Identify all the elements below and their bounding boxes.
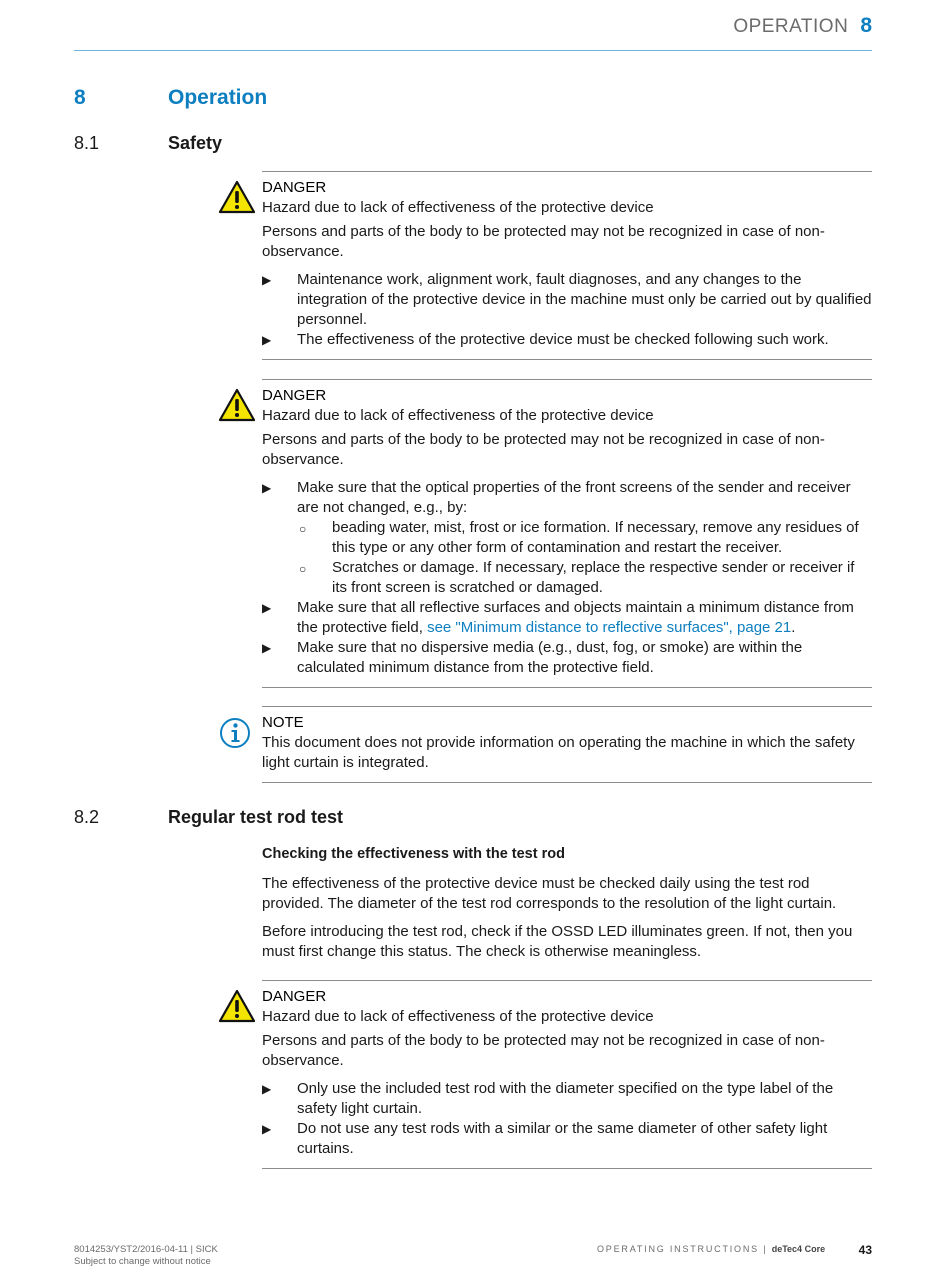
instruction-list xyxy=(262,1079,872,1159)
warning-triangle-icon xyxy=(218,989,256,1023)
sub-list-item xyxy=(297,518,872,558)
arrow-bullet-icon: ▶ xyxy=(262,481,272,495)
product-name: deTec4 Core xyxy=(771,1244,826,1254)
document-id: 8014253/YST2/2016-04-11 | SICK xyxy=(74,1244,218,1255)
danger-box xyxy=(262,379,872,688)
list-item xyxy=(262,270,872,330)
list-item xyxy=(262,598,872,638)
header-label: OPERATION xyxy=(733,16,849,37)
arrow-bullet-icon: ▶ xyxy=(262,273,272,287)
danger-box xyxy=(262,980,872,1169)
note-text: This document does not provide information on operating the machine in which the safety light curtain is integrated. xyxy=(262,734,855,771)
list-item xyxy=(262,638,872,678)
instruction-list xyxy=(262,270,872,350)
sub-list-item-text: beading water, mist, frost or ice formation. If necessary, remove any residues of this type or any other form of contamination and restart the receiver. xyxy=(332,519,859,556)
danger-box xyxy=(262,171,872,360)
arrow-bullet-icon: ▶ xyxy=(262,1082,272,1096)
list-item-text: Make sure that the optical properties of the front screens of the sender and receiver are not changed, e.g., by: xyxy=(297,479,851,516)
list-item-text: Do not use any test rods with a similar or the same diameter of other safety light curtains. xyxy=(297,1120,828,1157)
danger-text: Persons and parts of the body to be protected may not be recognized in case of non-observance. xyxy=(262,1032,825,1069)
change-notice: Subject to change without notice xyxy=(74,1256,211,1267)
list-item-text: Maintenance work, alignment work, fault diagnoses, and any changes to the integration of the protective device in the machine must only be carried out by qualified personnel. xyxy=(297,271,872,328)
list-item xyxy=(262,330,872,350)
arrow-bullet-icon: ▶ xyxy=(262,641,272,655)
list-item xyxy=(262,1079,872,1119)
paragraph: The effectiveness of the protective device must be checked daily using the test rod provided. The diameter of the test rod corresponds to the resolution of the light curtain. xyxy=(262,875,837,912)
arrow-bullet-icon: ▶ xyxy=(262,333,272,347)
page-number: 43 xyxy=(858,1243,872,1257)
warning-triangle-icon xyxy=(218,180,256,214)
subheading: Checking the effectiveness with the test rod xyxy=(262,846,565,862)
section-number: 8.1 xyxy=(74,133,100,153)
section-title: Regular test rod test xyxy=(168,807,344,827)
section-body xyxy=(262,844,872,970)
note-box xyxy=(262,706,872,783)
list-item-text: Only use the included test rod with the diameter specified on the type label of the safety light curtain. xyxy=(297,1080,834,1117)
list-item-text: Make sure that no dispersive media (e.g., dust, fog, or smoke) are within the calculated minimum distance from the protective field. xyxy=(297,639,803,676)
paragraph: Before introducing the test rod, check if the OSSD LED illuminates green. If not, then you must first change this status. The check is otherwise meaningless. xyxy=(262,923,853,960)
danger-text: Persons and parts of the body to be protected may not be recognized in case of non-observance. xyxy=(262,223,825,260)
info-circle-icon xyxy=(218,715,256,749)
footer-separator: | xyxy=(763,1244,768,1254)
circle-bullet-icon: ○ xyxy=(299,562,307,576)
danger-subtitle: Hazard due to lack of effectiveness of the protective device xyxy=(262,199,654,216)
list-item-text: Make sure that all reflective surfaces and objects maintain a minimum distance from the protective field, xyxy=(297,599,854,636)
warning-triangle-icon xyxy=(218,388,256,422)
header-divider xyxy=(74,50,872,51)
list-item-text: The effectiveness of the protective device must be checked following such work. xyxy=(297,331,829,348)
running-header xyxy=(733,14,872,38)
cross-reference-link[interactable]: see "Minimum distance to reflective surfaces", page 21 xyxy=(427,619,792,636)
circle-bullet-icon: ○ xyxy=(299,522,307,536)
danger-label: DANGER xyxy=(262,988,327,1005)
footer-center xyxy=(597,1244,825,1254)
sub-list-item xyxy=(297,558,872,598)
header-chapter-number: 8 xyxy=(860,14,872,37)
sub-list-item-text: Scratches or damage. If necessary, replace the respective sender or receiver if its front screen is scratched or damaged. xyxy=(332,559,855,596)
chapter-number: 8 xyxy=(74,86,86,109)
note-label: NOTE xyxy=(262,714,304,731)
danger-subtitle: Hazard due to lack of effectiveness of the protective device xyxy=(262,1008,654,1025)
danger-subtitle: Hazard due to lack of effectiveness of the protective device xyxy=(262,407,654,424)
arrow-bullet-icon: ▶ xyxy=(262,601,272,615)
arrow-bullet-icon: ▶ xyxy=(262,1122,272,1136)
manual-type: OPERATING INSTRUCTIONS xyxy=(597,1244,759,1254)
sub-list xyxy=(297,518,872,598)
list-item-end: . xyxy=(791,619,796,636)
section-title: Safety xyxy=(168,133,223,153)
list-item xyxy=(262,1119,872,1159)
list-item xyxy=(262,478,872,598)
section-number: 8.2 xyxy=(74,807,100,827)
footer-left xyxy=(74,1244,218,1268)
danger-label: DANGER xyxy=(262,387,327,404)
danger-label: DANGER xyxy=(262,179,327,196)
danger-text: Persons and parts of the body to be protected may not be recognized in case of non-observance. xyxy=(262,431,825,468)
instruction-list xyxy=(262,478,872,678)
chapter-title: Operation xyxy=(168,86,268,109)
